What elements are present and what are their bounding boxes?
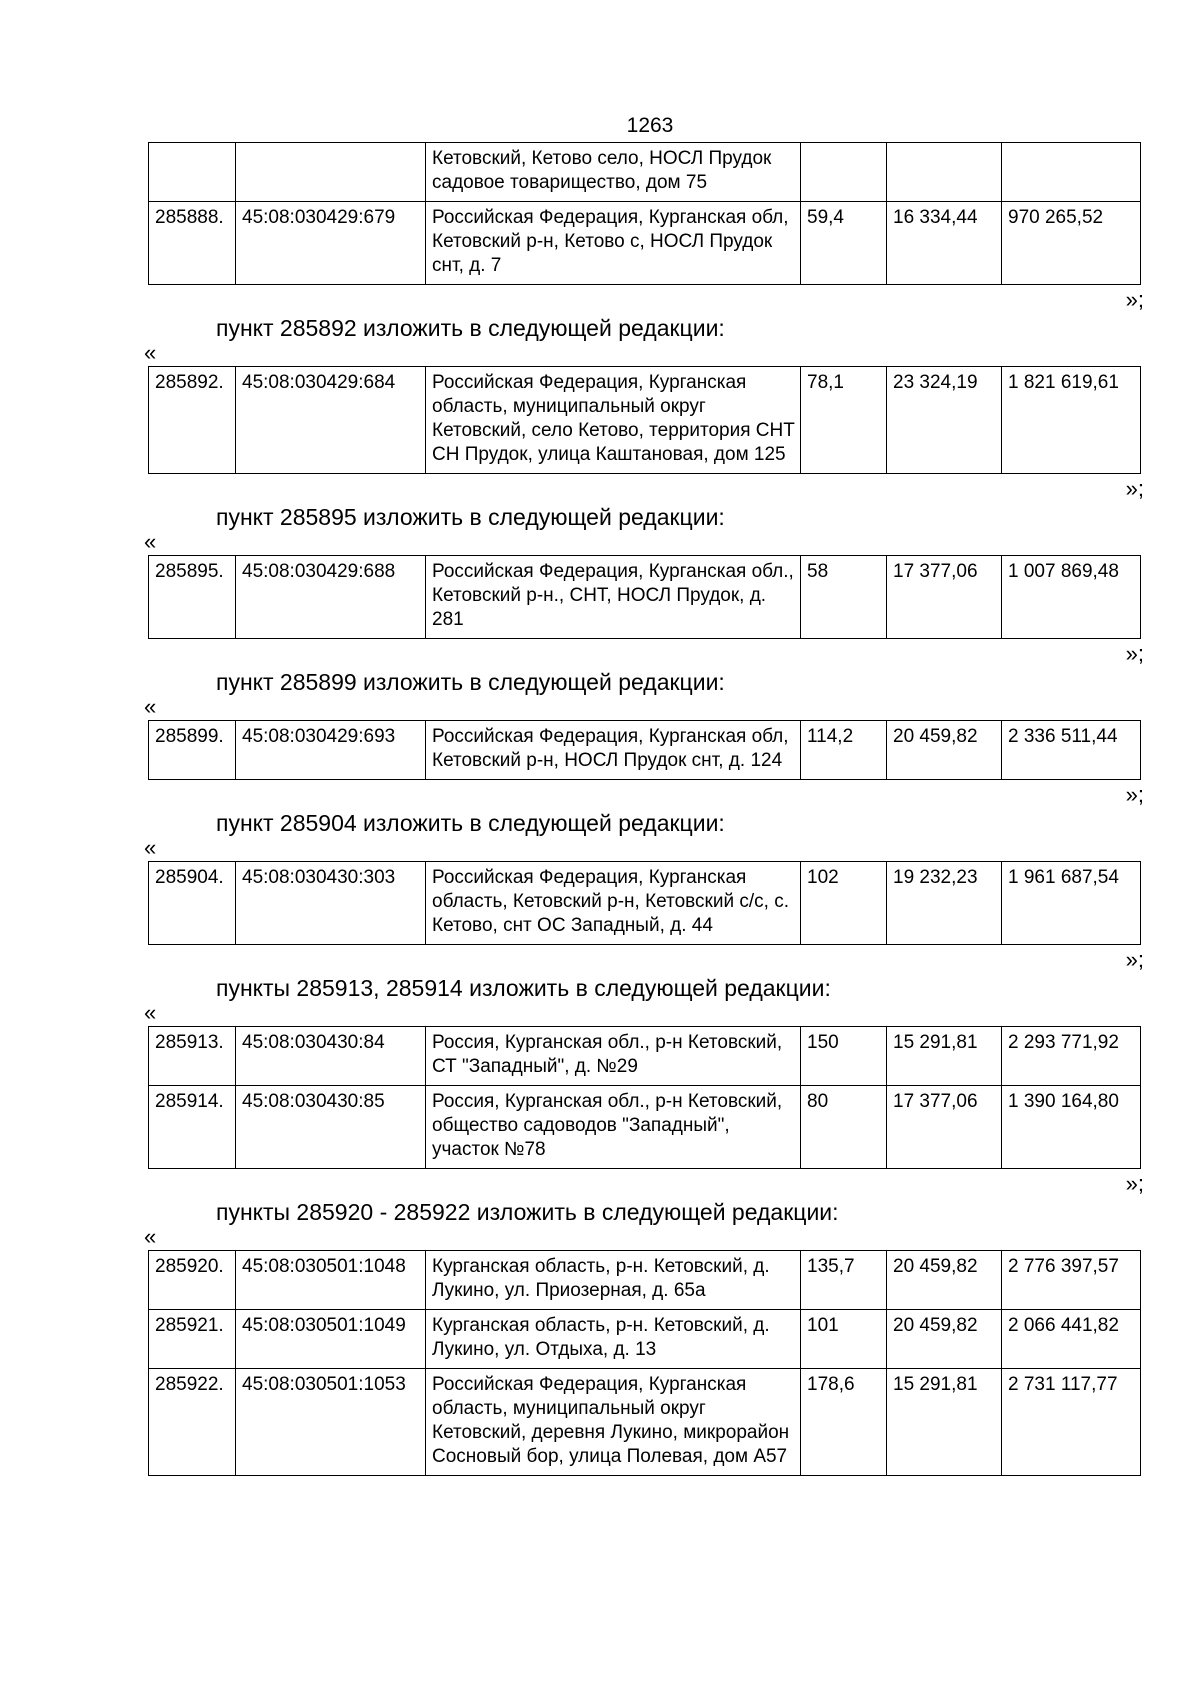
address-cell: Россия, Курганская обл., р-н Кетовский, общество садоводов "Западный", участок №78	[426, 1086, 801, 1169]
cadastral-rate-cell: 20 459,82	[887, 1251, 1002, 1310]
register-table-continuation	[148, 142, 1141, 285]
amendment-heading: пункт 285895 изложить в следующей редакции:	[216, 504, 725, 530]
opening-quote: «	[144, 835, 157, 860]
item-number-cell: 285904.	[149, 862, 236, 945]
cadastral-cost-cell: 970 265,52	[1002, 202, 1141, 285]
cadastral-number-cell: 45:08:030501:1048	[236, 1251, 426, 1310]
address-cell: Курганская область, р-н. Кетовский, д. Лукино, ул. Приозерная, д. 65а	[426, 1251, 801, 1310]
table-row	[149, 367, 1141, 474]
table-row	[149, 1027, 1141, 1086]
cadastral-number-cell: 45:08:030429:693	[236, 721, 426, 780]
table-row	[149, 862, 1141, 945]
address-cell: Российская Федерация, Курганская область, муниципальный округ Кетовский, село Кетово, территория СНТ СН Прудок, улица Каштановая, дом 125	[426, 367, 801, 474]
cadastral-rate-cell: 15 291,81	[887, 1369, 1002, 1476]
amendment-heading: пункт 285892 изложить в следующей редакции:	[216, 315, 725, 341]
item-number-cell	[149, 143, 236, 202]
register-table	[148, 720, 1141, 780]
address-cell: Российская Федерация, Курганская область, муниципальный округ Кетовский, деревня Лукино, микрорайон Сосновый бор, улица Полевая, дом А57	[426, 1369, 801, 1476]
amendment-heading: пункты 285913, 285914 изложить в следующей редакции:	[216, 975, 831, 1001]
closing-quote: »;	[1125, 476, 1144, 501]
opening-quote: «	[144, 529, 157, 554]
address-cell: Российская Федерация, Курганская обл, Кетовский р-н, НОСЛ Прудок снт, д. 124	[426, 721, 801, 780]
item-number-cell: 285922.	[149, 1369, 236, 1476]
address-cell: Кетовский, Кетово село, НОСЛ Прудок садовое товарищество, дом 75	[426, 143, 801, 202]
cadastral-number-cell: 45:08:030501:1049	[236, 1310, 426, 1369]
closing-quote: »;	[1125, 947, 1144, 972]
table-row	[149, 1086, 1141, 1169]
area-cell: 59,4	[801, 202, 887, 285]
closing-quote: »;	[1125, 1171, 1144, 1196]
item-number-cell: 285920.	[149, 1251, 236, 1310]
item-number-cell: 285913.	[149, 1027, 236, 1086]
cadastral-cost-cell	[1002, 143, 1141, 202]
cadastral-rate-cell: 15 291,81	[887, 1027, 1002, 1086]
cadastral-cost-cell: 2 293 771,92	[1002, 1027, 1141, 1086]
cadastral-cost-cell: 1 390 164,80	[1002, 1086, 1141, 1169]
cadastral-cost-cell: 1 961 687,54	[1002, 862, 1141, 945]
item-number-cell: 285888.	[149, 202, 236, 285]
table-row	[149, 202, 1141, 285]
cadastral-number-cell: 45:08:030429:688	[236, 556, 426, 639]
cadastral-rate-cell: 16 334,44	[887, 202, 1002, 285]
cadastral-cost-cell: 1 821 619,61	[1002, 367, 1141, 474]
closing-quote: »;	[1125, 287, 1144, 312]
opening-quote: «	[144, 694, 157, 719]
amendment-heading: пункты 285920 - 285922 изложить в следующей редакции:	[216, 1199, 839, 1225]
area-cell: 78,1	[801, 367, 887, 474]
area-cell: 58	[801, 556, 887, 639]
area-cell	[801, 143, 887, 202]
area-cell: 80	[801, 1086, 887, 1169]
table-row	[149, 1310, 1141, 1369]
closing-quote: »;	[1125, 782, 1144, 807]
cadastral-number-cell: 45:08:030501:1053	[236, 1369, 426, 1476]
opening-quote: «	[144, 1000, 157, 1025]
amendment-heading: пункт 285899 изложить в следующей редакции:	[216, 669, 725, 695]
item-number-cell: 285914.	[149, 1086, 236, 1169]
item-number-cell: 285892.	[149, 367, 236, 474]
area-cell: 178,6	[801, 1369, 887, 1476]
address-cell: Российская Федерация, Курганская обл., Кетовский р-н., СНТ, НОСЛ Прудок, д. 281	[426, 556, 801, 639]
document-body	[144, 142, 1144, 1476]
table-row	[149, 556, 1141, 639]
register-table	[148, 366, 1141, 474]
cadastral-number-cell: 45:08:030429:679	[236, 202, 426, 285]
cadastral-number-cell: 45:08:030430:85	[236, 1086, 426, 1169]
cadastral-cost-cell: 1 007 869,48	[1002, 556, 1141, 639]
closing-quote: »;	[1125, 641, 1144, 666]
cadastral-cost-cell: 2 731 117,77	[1002, 1369, 1141, 1476]
page-number: 1263	[626, 114, 674, 137]
area-cell: 102	[801, 862, 887, 945]
table-row	[149, 721, 1141, 780]
table-row	[149, 1251, 1141, 1310]
cadastral-cost-cell: 2 066 441,82	[1002, 1310, 1141, 1369]
cadastral-number-cell	[236, 143, 426, 202]
opening-quote: «	[144, 340, 157, 365]
cadastral-rate-cell: 20 459,82	[887, 721, 1002, 780]
table-row	[149, 1369, 1141, 1476]
cadastral-rate-cell	[887, 143, 1002, 202]
address-cell: Россия, Курганская обл., р-н Кетовский, СТ "Западный", д. №29	[426, 1027, 801, 1086]
address-cell: Российская Федерация, Курганская обл, Кетовский р-н, Кетово с, НОСЛ Прудок снт, д. 7	[426, 202, 801, 285]
area-cell: 114,2	[801, 721, 887, 780]
cadastral-rate-cell: 19 232,23	[887, 862, 1002, 945]
item-number-cell: 285899.	[149, 721, 236, 780]
register-table	[148, 555, 1141, 639]
register-table	[148, 861, 1141, 945]
address-cell: Курганская область, р-н. Кетовский, д. Лукино, ул. Отдыха, д. 13	[426, 1310, 801, 1369]
item-number-cell: 285895.	[149, 556, 236, 639]
cadastral-rate-cell: 23 324,19	[887, 367, 1002, 474]
address-cell: Российская Федерация, Курганская область, Кетовский р-н, Кетовский с/с, с. Кетово, снт ОС Западный, д. 44	[426, 862, 801, 945]
area-cell: 101	[801, 1310, 887, 1369]
amendment-heading: пункт 285904 изложить в следующей редакции:	[216, 810, 725, 836]
area-cell: 150	[801, 1027, 887, 1086]
opening-quote: «	[144, 1224, 157, 1249]
table-row	[149, 143, 1141, 202]
cadastral-cost-cell: 2 776 397,57	[1002, 1251, 1141, 1310]
cadastral-rate-cell: 17 377,06	[887, 556, 1002, 639]
register-table	[148, 1026, 1141, 1169]
item-number-cell: 285921.	[149, 1310, 236, 1369]
register-table	[148, 1250, 1141, 1476]
cadastral-rate-cell: 17 377,06	[887, 1086, 1002, 1169]
cadastral-cost-cell: 2 336 511,44	[1002, 721, 1141, 780]
cadastral-rate-cell: 20 459,82	[887, 1310, 1002, 1369]
cadastral-number-cell: 45:08:030430:84	[236, 1027, 426, 1086]
cadastral-number-cell: 45:08:030429:684	[236, 367, 426, 474]
cadastral-number-cell: 45:08:030430:303	[236, 862, 426, 945]
area-cell: 135,7	[801, 1251, 887, 1310]
